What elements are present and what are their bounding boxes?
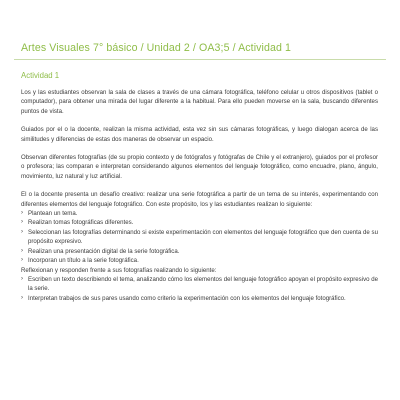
list-item: › Escriben un texto describiendo el tema, analizando cómo los elementos del lenguaje fotográfico apoyan el propósito expresivo de la serie. [21, 275, 378, 293]
paragraph-4: El o la docente presenta un desafío creativo: realizar una serie fotográfica a partir de un tema de su interés, experimentando con diferentes elementos del lenguaje fotográfico. Con este propósito, los y las estudiantes realizan lo siguiente: [21, 191, 378, 208]
reflection-list [21, 275, 378, 303]
chevron-right-icon: › [21, 257, 23, 264]
section-title: Actividad 1 [21, 71, 60, 80]
paragraph-3: Observan diferentes fotografías (de su propio contexto y de fotógrafos y fotógrafas de Chile y el extranjero), guiados por el profesor o profesora; las comparan e interpretan considerando algunos elementos del lenguaje fotográfico, como encuadre, plano, ángulo, movimiento, luz natural y luz artificial. [21, 154, 378, 180]
paragraph-2: Guiados por el o la docente, realizan la misma actividad, esta vez sin sus cámaras fotográficas, y luego dialogan acerca de las similitudes y diferencias de estas dos maneras de observar un espacio. [21, 126, 378, 143]
list-item: › Interpretan trabajos de sus pares usando como criterio la experimentación con los elementos del lenguaje fotográfico. [21, 294, 346, 302]
list-item: › Realizan una presentación digital de la serie fotográfica. [21, 247, 180, 255]
chevron-right-icon: › [21, 228, 23, 235]
header-divider [14, 59, 386, 60]
page-header: Artes Visuales 7° básico / Unidad 2 / OA3;5 / Actividad 1 [21, 42, 292, 54]
chevron-right-icon: › [21, 219, 23, 226]
chevron-right-icon: › [21, 247, 23, 254]
list-item: › Realizan tomas fotográficas diferentes. [21, 219, 134, 227]
main-content [21, 71, 378, 303]
list-item: › Seleccionan las fotografías determinando si existe experimentación con elementos del lenguaje fotográfico que den cuenta de su propósito expresivo. [21, 228, 378, 246]
steps-list [21, 209, 378, 265]
paragraph-1: Los y las estudiantes observan la sala de clases a través de una cámara fotográfica, teléfono celular u otros dispositivos (tablet o computador), para obtener una mirada del lugar diferente a la habitual. Para ello pueden moverse en la sala, buscando diferentes puntos de vista. [21, 89, 378, 115]
chevron-right-icon: › [21, 294, 23, 301]
chevron-right-icon: › [21, 275, 23, 282]
chevron-right-icon: › [21, 210, 23, 217]
list-item: › Plantean un tema. [21, 210, 78, 218]
list-item: › Incorporan un título a la serie fotográfica. [21, 257, 139, 265]
reflection-intro: Reflexionan y responden frente a sus fotografías realizando lo siguiente: [21, 266, 217, 274]
